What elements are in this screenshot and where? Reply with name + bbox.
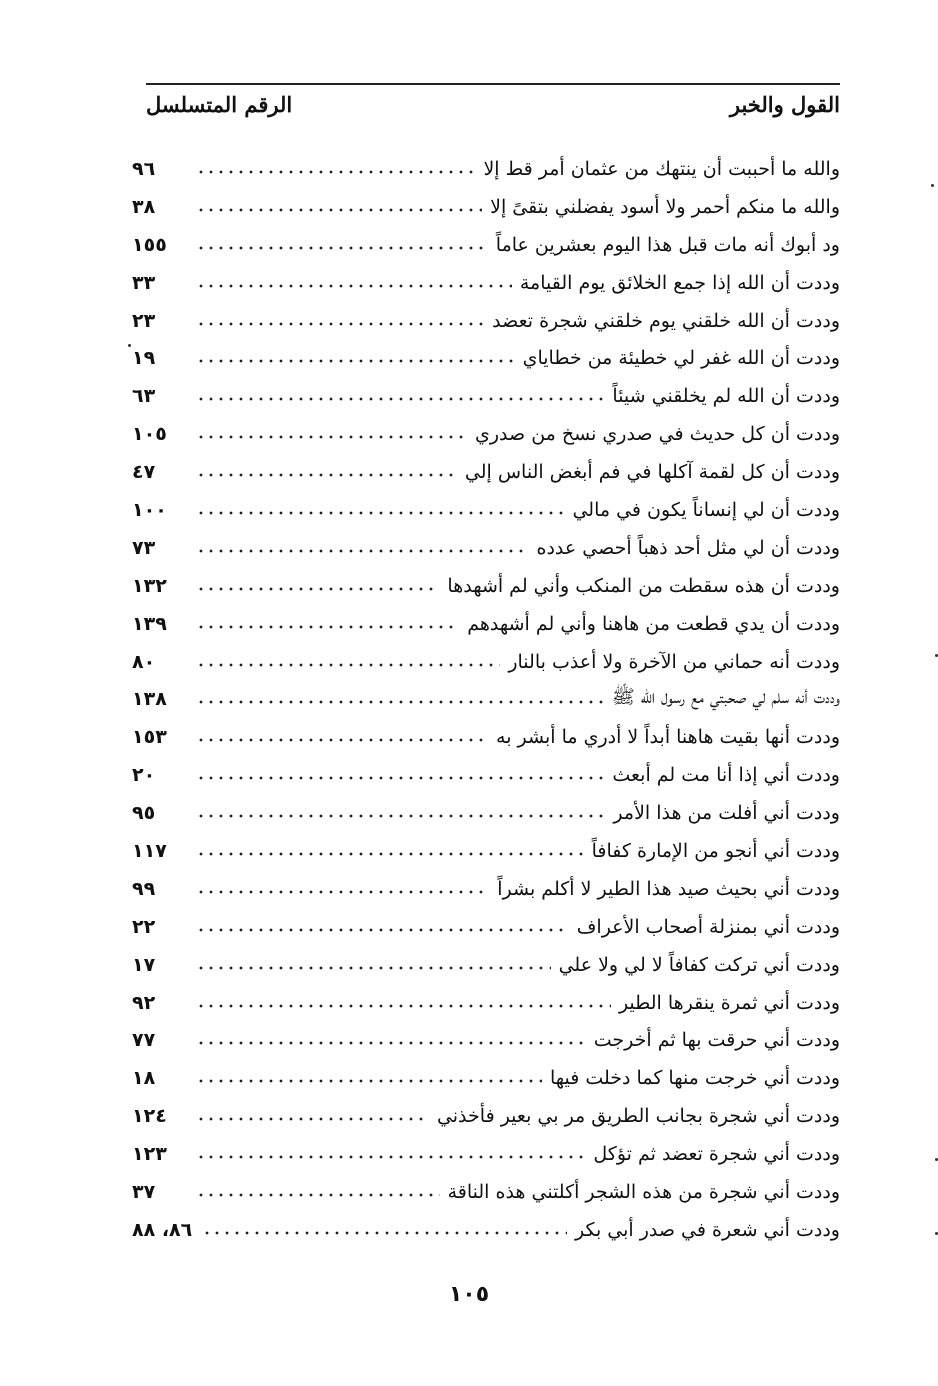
entry-number: ١٣٨ bbox=[132, 688, 167, 711]
leader-dots bbox=[196, 358, 515, 364]
leader-dots bbox=[196, 586, 439, 592]
entry-number: ١٣٩ bbox=[132, 612, 167, 635]
entry-number: ١٩ bbox=[132, 347, 156, 370]
entry-number: ٩٥ bbox=[132, 802, 156, 825]
margin-mark bbox=[931, 184, 934, 187]
index-entry bbox=[132, 226, 840, 264]
index-list bbox=[132, 150, 840, 1249]
entry-number: ١٠٥ bbox=[132, 423, 167, 446]
leader-dots bbox=[196, 207, 482, 213]
header-rule bbox=[146, 83, 840, 85]
leader-dots bbox=[196, 927, 569, 933]
entry-text: وددت أن كل لقمة آكلها في فم أبغض الناس إلي bbox=[464, 461, 840, 484]
entry-text: وددت أنه سلم لي صحبتي مع رسول الله ﷺ bbox=[611, 686, 840, 709]
index-entry bbox=[132, 1173, 840, 1211]
index-entry bbox=[132, 529, 840, 567]
entry-text: وددت أني حرقت بها ثم أخرجت bbox=[593, 1029, 840, 1052]
index-entry bbox=[132, 680, 840, 718]
index-entry bbox=[132, 643, 840, 681]
index-entry bbox=[132, 794, 840, 832]
entry-text: وددت أني خرجت منها كما دخلت فيها bbox=[549, 1067, 840, 1090]
entry-text: وددت أني ثمرة ينقرها الطير bbox=[618, 991, 840, 1014]
leader-dots bbox=[196, 510, 564, 516]
leader-dots bbox=[196, 1078, 542, 1084]
index-entry bbox=[132, 984, 840, 1022]
entry-number: ٤٧ bbox=[132, 461, 156, 484]
entry-text: وددت أني شعرة في صدر أبي بكر bbox=[574, 1218, 840, 1241]
entry-number: ٩٢ bbox=[132, 991, 156, 1014]
entry-text: وددت أني أفلت من هذا الأمر bbox=[613, 802, 840, 825]
entry-number: ٨٠ bbox=[132, 650, 156, 673]
entry-number: ٧٧ bbox=[132, 1029, 156, 1052]
leader-dots bbox=[196, 472, 457, 478]
entry-number: ٢٣ bbox=[132, 309, 156, 332]
entry-number: ١١٧ bbox=[132, 839, 167, 862]
entry-number: ١٥٥ bbox=[132, 233, 167, 256]
leader-dots bbox=[196, 699, 604, 705]
leader-dots bbox=[196, 1154, 585, 1160]
index-entry bbox=[132, 756, 840, 794]
page-number: ١٠٥ bbox=[448, 1282, 490, 1307]
leader-dots bbox=[196, 1040, 586, 1046]
entry-text: وددت أني بمنزلة أصحاب الأعراف bbox=[576, 915, 840, 938]
entry-text: وددت أني شجرة بجانب الطريق مر بي بعير فأخذني bbox=[436, 1105, 840, 1128]
index-entry bbox=[132, 1135, 840, 1173]
entry-text: وددت أني شجرة تعضد ثم تؤكل bbox=[593, 1143, 840, 1166]
entry-number: ٣٣ bbox=[132, 271, 156, 294]
entry-number: ٨٦، ٨٨ bbox=[132, 1218, 193, 1241]
index-entry bbox=[132, 870, 840, 908]
leader-dots bbox=[196, 965, 551, 971]
leader-dots bbox=[196, 1192, 440, 1198]
index-entry bbox=[132, 605, 840, 643]
entry-text: وددت أنه حماني من الآخرة ولا أعذب بالنار bbox=[508, 650, 840, 673]
leader-dots bbox=[196, 1116, 429, 1122]
entry-text: وددت أني تركت كفافاً لا لي ولا علي bbox=[558, 953, 840, 976]
entry-number: ١٢٤ bbox=[132, 1105, 167, 1128]
entry-text: وددت أني بحيث صيد هذا الطير لا أكلم بشراً bbox=[497, 877, 840, 900]
entry-number: ١٧ bbox=[132, 953, 156, 976]
index-entry bbox=[132, 415, 840, 453]
index-entry bbox=[132, 150, 840, 188]
leader-dots bbox=[196, 283, 512, 289]
leader-dots bbox=[196, 1003, 611, 1009]
entry-text: وددت أن الله إذا جمع الخلائق يوم القيامة bbox=[519, 271, 840, 294]
leader-dots bbox=[196, 624, 459, 630]
entry-text: وددت أن يدي قطعت من هاهنا وأني لم أشهدهم bbox=[467, 612, 840, 635]
entry-number: ٩٦ bbox=[132, 157, 156, 180]
leader-dots bbox=[196, 889, 489, 895]
entry-text: وددت أن كل حديث في صدري نسخ من صدري bbox=[475, 423, 840, 446]
index-entry bbox=[132, 339, 840, 377]
column-title-saying: القول والخبر bbox=[729, 92, 840, 117]
margin-mark bbox=[128, 344, 131, 347]
entry-text: وددت أن هذه سقطت من المنكب وأني لم أشهدها bbox=[447, 574, 840, 597]
index-entry bbox=[132, 1021, 840, 1059]
entry-number: ١٨ bbox=[132, 1067, 156, 1090]
index-entry bbox=[132, 832, 840, 870]
entry-text: والله ما منكم أحمر ولا أسود يفضلني بتقىً إلا bbox=[490, 195, 840, 218]
entry-number: ١٥٣ bbox=[132, 726, 167, 749]
index-entry bbox=[132, 377, 840, 415]
entry-number: ٣٧ bbox=[132, 1180, 156, 1203]
leader-dots bbox=[196, 662, 500, 668]
index-entry bbox=[132, 491, 840, 529]
index-entry bbox=[132, 567, 840, 605]
entry-text: وددت أني شجرة من هذه الشجر أكلتني هذه الناقة bbox=[447, 1180, 840, 1203]
entry-text: والله ما أحببت أن ينتهك من عثمان أمر قط إلا bbox=[483, 157, 840, 180]
leader-dots bbox=[196, 245, 488, 251]
entry-number: ٣٨ bbox=[132, 195, 156, 218]
index-entry bbox=[132, 1059, 840, 1097]
leader-dots bbox=[196, 321, 484, 327]
entry-text: وددت أنها بقيت هاهنا أبداً لا أدري ما أبشر به bbox=[496, 726, 840, 749]
leader-dots bbox=[196, 169, 475, 175]
entry-text: وددت أن الله خلقني يوم خلقني شجرة تعضد bbox=[492, 309, 840, 332]
leader-dots bbox=[196, 548, 529, 554]
entry-number: ٧٣ bbox=[132, 536, 156, 559]
entry-text: وددت أن لي إنساناً يكون في مالي bbox=[572, 498, 840, 521]
entry-number: ٢٢ bbox=[132, 915, 156, 938]
leader-dots bbox=[196, 813, 605, 819]
entry-text: وددت أن الله غفر لي خطيئة من خطاياي bbox=[522, 347, 840, 370]
index-entry bbox=[132, 264, 840, 302]
entry-number: ١٣٢ bbox=[132, 574, 167, 597]
entry-number: ٢٠ bbox=[132, 764, 156, 787]
index-entry bbox=[132, 188, 840, 226]
leader-dots bbox=[196, 434, 467, 440]
index-entry bbox=[132, 718, 840, 756]
leader-dots bbox=[196, 396, 604, 402]
column-title-serial-number: الرقم المتسلسل bbox=[146, 92, 293, 117]
index-entry bbox=[132, 1211, 840, 1249]
entry-number: ١٢٣ bbox=[132, 1143, 167, 1166]
entry-number: ١٠٠ bbox=[132, 498, 167, 521]
index-entry bbox=[132, 453, 840, 491]
entry-number: ٩٩ bbox=[132, 877, 156, 900]
entry-text: وددت أن الله لم يخلقني شيئاً bbox=[612, 385, 840, 408]
entry-text: وددت أن لي مثل أحد ذهباً أحصي عدده bbox=[536, 536, 840, 559]
index-entry bbox=[132, 908, 840, 946]
index-entry bbox=[132, 1097, 840, 1135]
leader-dots bbox=[196, 775, 604, 781]
index-entry bbox=[132, 946, 840, 984]
leader-dots bbox=[196, 851, 584, 857]
entry-number: ٦٣ bbox=[132, 385, 156, 408]
entry-text: وددت أني أنجو من الإمارة كفافاً bbox=[591, 839, 840, 862]
entry-text: وددت أني إذا أنا مت لم أبعث bbox=[612, 764, 840, 787]
leader-dots bbox=[202, 1230, 567, 1236]
entry-text: ود أبوك أنه مات قبل هذا اليوم بعشرين عاماً bbox=[495, 233, 840, 256]
leader-dots bbox=[196, 737, 488, 743]
index-entry bbox=[132, 302, 840, 340]
